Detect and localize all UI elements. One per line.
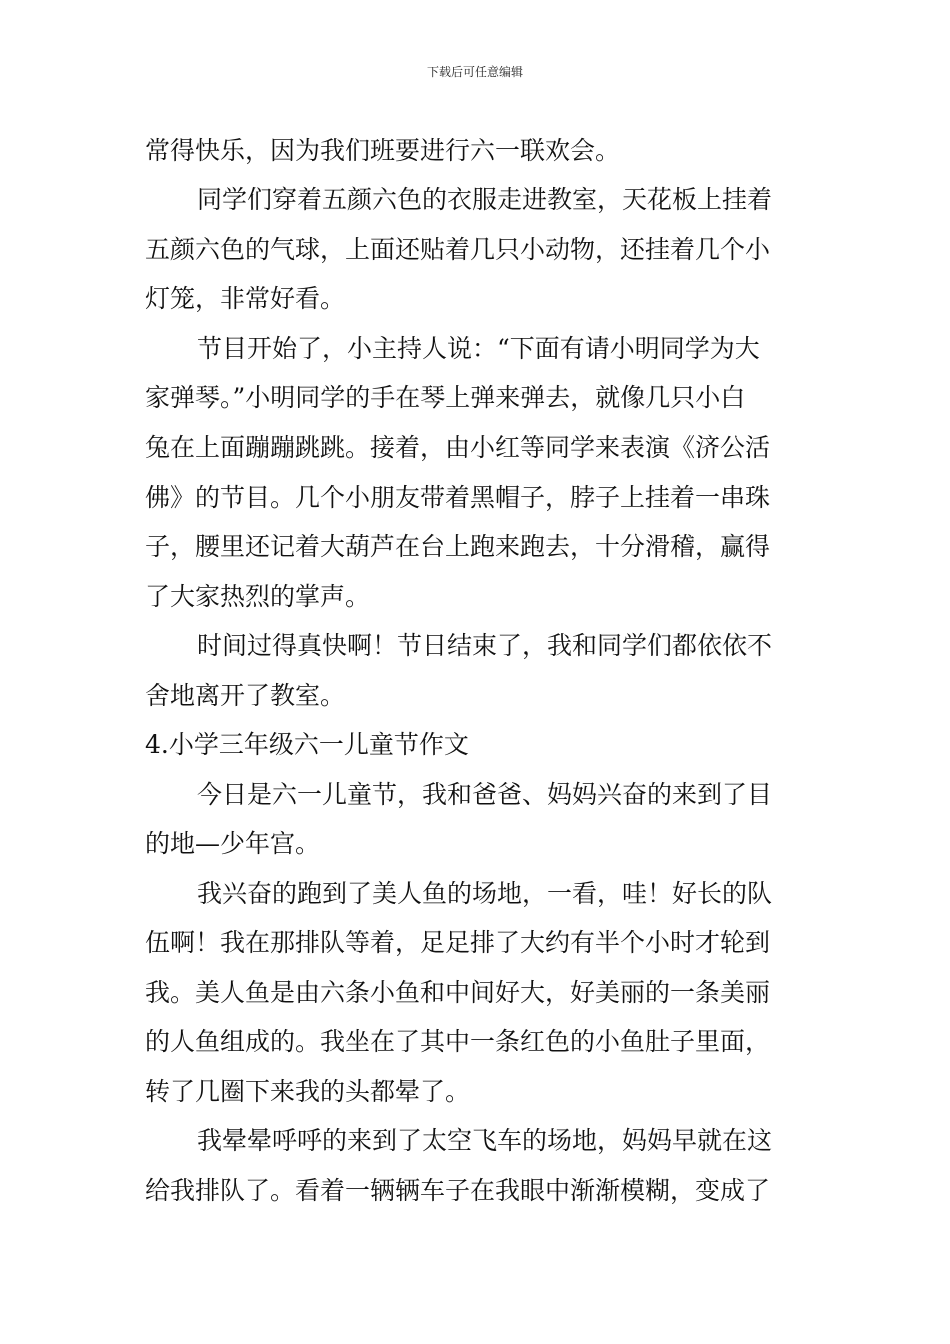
text-line: 伍啊！我在那排队等着，足足排了大约有半个小时才轮到 [145,928,771,957]
text-line: 我晕晕呼呼的来到了太空飞车的场地，妈妈早就在这 [197,1126,773,1155]
text-line: 给我排队了。看着一辆辆车子在我眼中渐渐模糊，变成了 [145,1176,771,1205]
text-line: 常得快乐，因为我们班要进行六一联欢会。 [145,136,621,165]
page-header: 下载后可任意编辑 [426,65,523,79]
text-line: 节目开始了，小主持人说：“下面有请小明同学为大 [197,334,760,363]
text-line: 转了几圈下来我的头都晕了。 [145,1077,471,1106]
text-line: 子，腰里还记着大葫芦在台上跑来跑去，十分滑稽，赢得 [145,532,771,561]
text-line: 我兴奋的跑到了美人鱼的场地，一看，哇！好长的队 [197,879,773,908]
text-line: 家弹琴。”小明同学的手在琴上弹来弹去，就像几只小白 [145,383,746,412]
text-line: 了大家热烈的掌声。 [145,582,371,611]
text-line: 灯笼，非常好看。 [145,284,346,313]
text-line: 五颜六色的气球，上面还贴着几只小动物，还挂着几个小 [145,235,771,264]
text-line: 佛》的节目。几个小朋友带着黑帽子，脖子上挂着一串珠 [145,483,771,512]
text-line: 舍地离开了教室。 [145,681,346,710]
text-line: 的人鱼组成的。我坐在了其中一条红色的小鱼肚子里面， [145,1027,771,1056]
section-heading: 4.小学三年级六一儿童节作文 [145,730,469,759]
text-line: 同学们穿着五颜六色的衣服走进教室，天花板上挂着 [197,185,773,214]
text-line: 兔在上面蹦蹦跳跳。接着，由小红等同学来表演《济公活 [145,433,771,462]
text-line: 的地—少年宫。 [145,829,321,858]
text-line: 时间过得真快啊！节日结束了，我和同学们都依依不 [197,631,773,660]
text-line: 我。美人鱼是由六条小鱼和中间好大，好美丽的一条美丽 [145,978,771,1007]
text-line: 今日是六一儿童节，我和爸爸、妈妈兴奋的来到了目 [197,780,773,809]
